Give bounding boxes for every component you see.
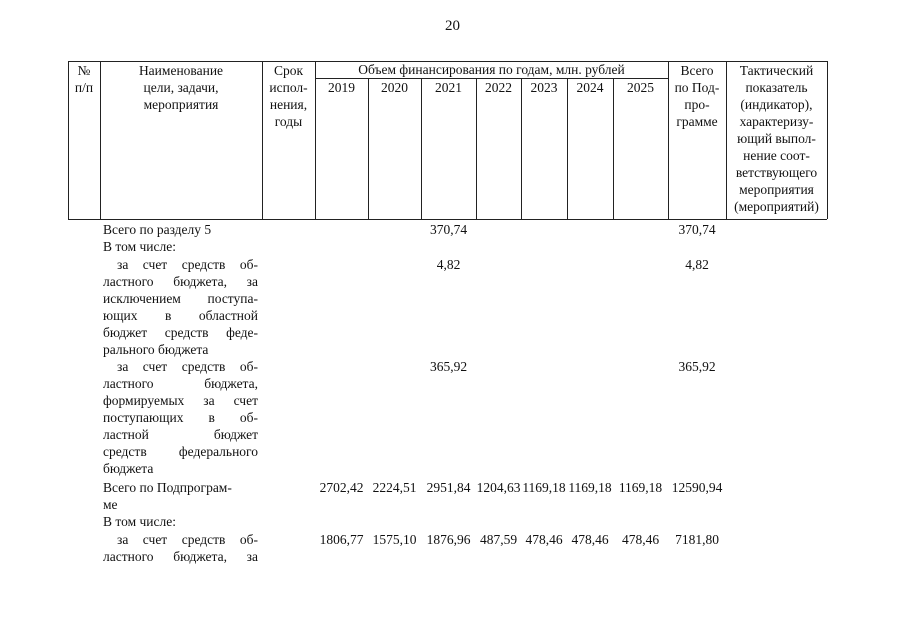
cell-value: 7181,80 <box>675 532 719 547</box>
header-year: 2022 <box>485 80 512 95</box>
row-label-regional-fed: бюджета <box>103 461 154 476</box>
cell-value: 370,74 <box>678 222 716 237</box>
header-indicator: Тактический <box>739 63 814 78</box>
col-border <box>567 78 568 219</box>
header-indicator: (индикатор), <box>740 97 813 112</box>
cell-value: 2224,51 <box>372 480 417 495</box>
cell-value: 4,82 <box>436 257 461 272</box>
row-label-including: В том числе: <box>103 514 176 529</box>
col-border <box>827 61 828 219</box>
cell-value: 2951,84 <box>426 480 471 495</box>
row-label-subprogram-total: Всего по Подпрограм- <box>103 480 232 495</box>
cell-value: 1169,18 <box>618 480 663 495</box>
header-indicator: ющий выпол- <box>737 131 816 146</box>
page-number: 20 <box>445 18 460 34</box>
row-label-regional-excl: рального бюджета <box>103 342 209 357</box>
header-total: Всего <box>680 63 714 78</box>
cell-value: 4,82 <box>685 257 709 272</box>
header-indicator: нение соот- <box>743 148 810 163</box>
header-total: про- <box>684 97 710 112</box>
header-funding-title: Объем финансирования по годам, млн. рублей <box>358 62 625 77</box>
row-label-regional-fed: ластной бюджет <box>103 427 258 442</box>
row-label-regional-excl: бюджет средств феде- <box>103 325 258 340</box>
header-term: нения, <box>269 97 308 112</box>
header-indicator: показатель <box>745 80 808 95</box>
col-border <box>613 78 614 219</box>
cell-value: 370,74 <box>429 222 468 237</box>
header-term: Срок <box>273 63 304 78</box>
row-label-section-total: Всего по разделу 5 <box>103 222 212 237</box>
col-border <box>368 78 369 219</box>
row-label-regional-excl: исключением поступа- <box>103 291 258 306</box>
header-name: Наименование <box>138 63 224 78</box>
header-name: цели, задачи, <box>143 80 219 95</box>
header-year: 2025 <box>627 80 654 95</box>
row-label-regional-fed: за счет средств об- <box>117 359 258 374</box>
header-year: 2020 <box>381 80 408 95</box>
header-indicator: ветствующего <box>735 165 818 180</box>
cell-value: 1575,10 <box>372 532 417 547</box>
table-header-bottom-border <box>68 219 827 220</box>
col-border <box>421 78 422 219</box>
row-label-regional-fed: средств федерального <box>103 444 258 459</box>
cell-value: 478,46 <box>571 532 609 547</box>
cell-value: 478,46 <box>621 532 660 547</box>
header-indicator: мероприятия <box>739 182 814 197</box>
row-label-including: В том числе: <box>103 239 176 254</box>
row-label-regional-2: за счет средств об- <box>117 532 258 547</box>
row-label-regional-fed: ластного бюджета, <box>103 376 258 391</box>
header-name: мероприятия <box>143 97 219 112</box>
header-total: по Под- <box>674 80 720 95</box>
header-total: грамме <box>676 114 718 129</box>
row-label-regional-fed: формируемых за счет <box>103 393 258 408</box>
row-label-regional-fed: поступающих в об- <box>103 410 258 425</box>
header-term: годы <box>274 114 303 129</box>
col-border <box>476 78 477 219</box>
header-indicator: (мероприятий) <box>734 199 819 214</box>
cell-value: 1876,96 <box>426 532 471 547</box>
header-year: 2024 <box>576 80 604 95</box>
cell-value: 2702,42 <box>319 480 364 495</box>
cell-value: 365,92 <box>429 359 468 374</box>
header-num: № <box>77 63 91 78</box>
cell-value: 365,92 <box>678 359 716 374</box>
cell-value: 1806,77 <box>319 532 364 547</box>
header-indicator: характеризу- <box>739 114 814 129</box>
row-label-regional-2: ластного бюджета, за <box>103 549 258 564</box>
row-label-regional-excl: ющих в областной <box>103 308 258 323</box>
cell-value: 478,46 <box>525 532 563 547</box>
cell-value: 1204,63 <box>476 480 521 495</box>
cell-value: 12590,94 <box>671 480 723 495</box>
cell-value: 1169,18 <box>522 480 566 495</box>
row-label-subprogram-total: ме <box>103 497 118 512</box>
header-year: 2019 <box>328 80 355 95</box>
row-label-regional-excl: ластного бюджета, за <box>103 274 258 289</box>
row-label-regional-excl: за счет средств об- <box>117 257 258 272</box>
header-term: испол- <box>269 80 308 95</box>
header-year: 2021 <box>435 80 462 95</box>
cell-value: 487,59 <box>479 532 518 547</box>
header-num: п/п <box>74 80 94 95</box>
cell-value: 1169,18 <box>568 480 612 495</box>
header-year: 2023 <box>530 80 558 95</box>
col-border <box>521 78 522 219</box>
